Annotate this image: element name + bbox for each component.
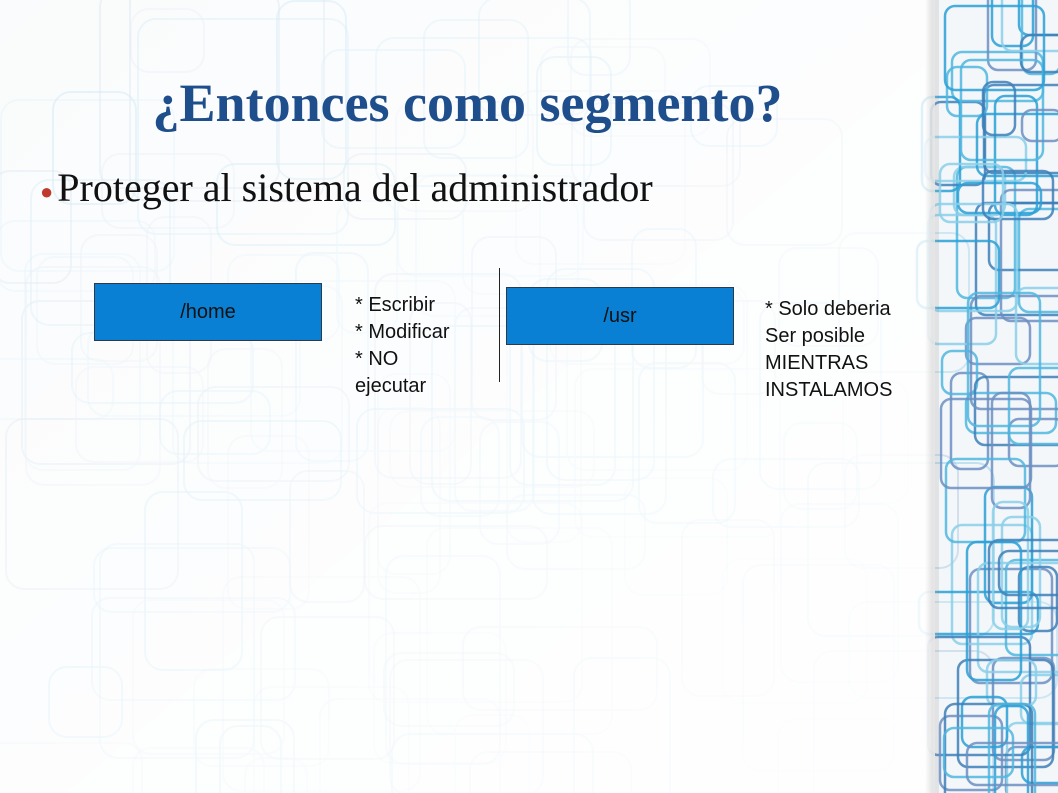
usr-box: /usr	[506, 287, 734, 345]
bullet-item	[40, 164, 653, 211]
divider-line	[499, 268, 500, 382]
edge-pattern-rect	[957, 167, 1015, 298]
usr-notes: * Solo deberia Ser posible MIENTRAS INSTALAMOS	[765, 298, 893, 401]
home-box: /home	[94, 283, 322, 341]
bullet-text: Proteger al sistema del administrador	[57, 165, 653, 210]
edge-pattern-rect	[1016, 288, 1058, 364]
home-notes: * Escribir * Modificar * NO ejecutar	[355, 294, 450, 397]
slide-title: ¿Entonces como segmento?	[152, 73, 783, 133]
bullet-dot-icon: ●	[40, 178, 54, 204]
